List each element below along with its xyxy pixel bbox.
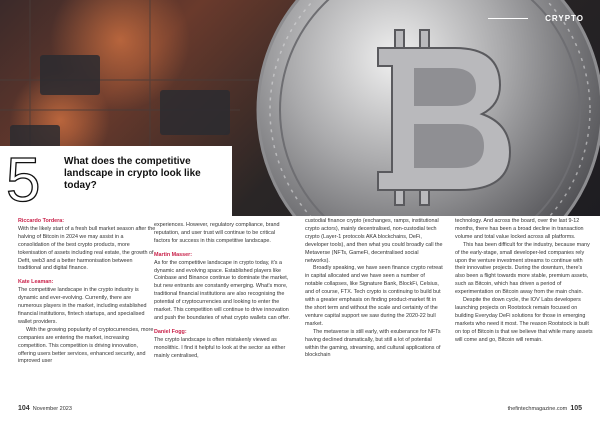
question-number: 5 <box>6 146 41 215</box>
speaker-name: Martin Masser: <box>154 251 193 258</box>
column-3 <box>305 218 443 360</box>
paragraph: custodial finance crypto (exchanges, ramps, institutional crypto actors), mainly decentralised, non-custodial tech crypto (Layer-1 protocols AKA blockchains, DeFi, developer tools), and then what you could broadly call the Metaverse (NFTs, GameFi, decentralised social networks). <box>305 218 443 264</box>
footer-right <box>508 405 582 412</box>
paragraph: The metaverse is still early, with exuberance for NFTs having declined dramatically, but still a lot of potential within the gaming, streaming, and cultural applications of blockchain <box>305 328 441 359</box>
paragraph: As for the competitive landscape in crypto today, it's a dynamic and evolving space. Established players like Coinbase and Binance continue to dominate the market, but new entrants are constantly emerging. What's more, traditional financial institutions are also recognising the potential of cryptocurrencies and looking to enter the market. This competition will continue to drive innovation and push the boundaries of what crypto wallets can offer. <box>154 259 290 321</box>
paragraph: The competitive landscape in the crypto industry is dynamic and ever-evolving. Currently, there are numerous players in the market, including established financial institutions, fintech startups, and specialised wallet providers. <box>18 287 147 325</box>
paragraph: Broadly speaking, we have seen finance crypto retreat in capital allocated and we have seen a number of notable collapses, like Signature Bank, BlockFi, Celsius, and of course, FTX. Tech crypto is continuing to build but with a greater emphasis on finding product-market fit in the short term and without the scale and certainty of the venture capital support we saw during the 2020-22 bull market. <box>305 265 443 327</box>
paragraph: This has been difficult for the industry, because many of the early-stage, small developer-led companies rely upon the venture investment streams to continue with their innovative projects. During the downturn, there's also been a flight towards more stable, premium assets, such as Bitcoin, which has driven a period of experimentation on Bitcoin away from the main chain. <box>455 241 590 296</box>
page-number-right: 105 <box>570 405 582 412</box>
speaker-name: Riccardo Tordera: <box>18 218 65 224</box>
issue-date: November 2023 <box>32 406 72 412</box>
column-2 <box>154 222 292 361</box>
footer-left <box>18 405 72 412</box>
column-4 <box>455 218 593 345</box>
question-text: What does the competitive landscape in crypto look like today? <box>64 156 201 191</box>
paragraph: experiences. However, regulatory compliance, brand reputation, and user trust will continue to be critical factors for success in this competitive landscape. <box>154 222 280 244</box>
category-tag: CRYPTO <box>545 14 584 23</box>
column-1 <box>18 218 156 366</box>
paragraph: technology. And across the board, over the last 9-12 months, there has been a broad decline in transaction volume and total value locked across all platforms. <box>455 218 584 240</box>
paragraph: The crypto landscape is often mistakenly viewed as monolithic. I find it helpful to look at the sector as either mainly centralised, <box>154 336 286 359</box>
page-number-left: 104 <box>18 405 30 412</box>
speaker-name: Kate Leaman: <box>18 279 54 286</box>
paragraph: With the likely start of a fresh bull market season after the halving of Bitcoin in 2024 we may assist in a consolidation of the best crypto products, more tokenisation of assets including real estate, the growth of Defit, web3 and a better harmonisation between traditional and digital finance. <box>18 225 156 272</box>
site-url: thefintechmagazine.com <box>507 406 568 412</box>
speaker-name: Daniel Fogg: <box>154 328 187 335</box>
paragraph: Despite the down cycle, the IOV Labs developers launching projects on Rootstock remain focused on building Everyday DeFi solutions for those in emerging markets who need it most. The reason Rootstock is built on top of Bitcoin is that we believe that while many assets will come and go, Bitcoin will remain. <box>455 297 593 343</box>
paragraph: With the growing popularity of cryptocurrencies, more companies are entering the market, increasing competition. This competition is driving innovation, offering users better services, enhanced security, and improved user <box>18 326 154 365</box>
category-rule <box>488 18 528 19</box>
